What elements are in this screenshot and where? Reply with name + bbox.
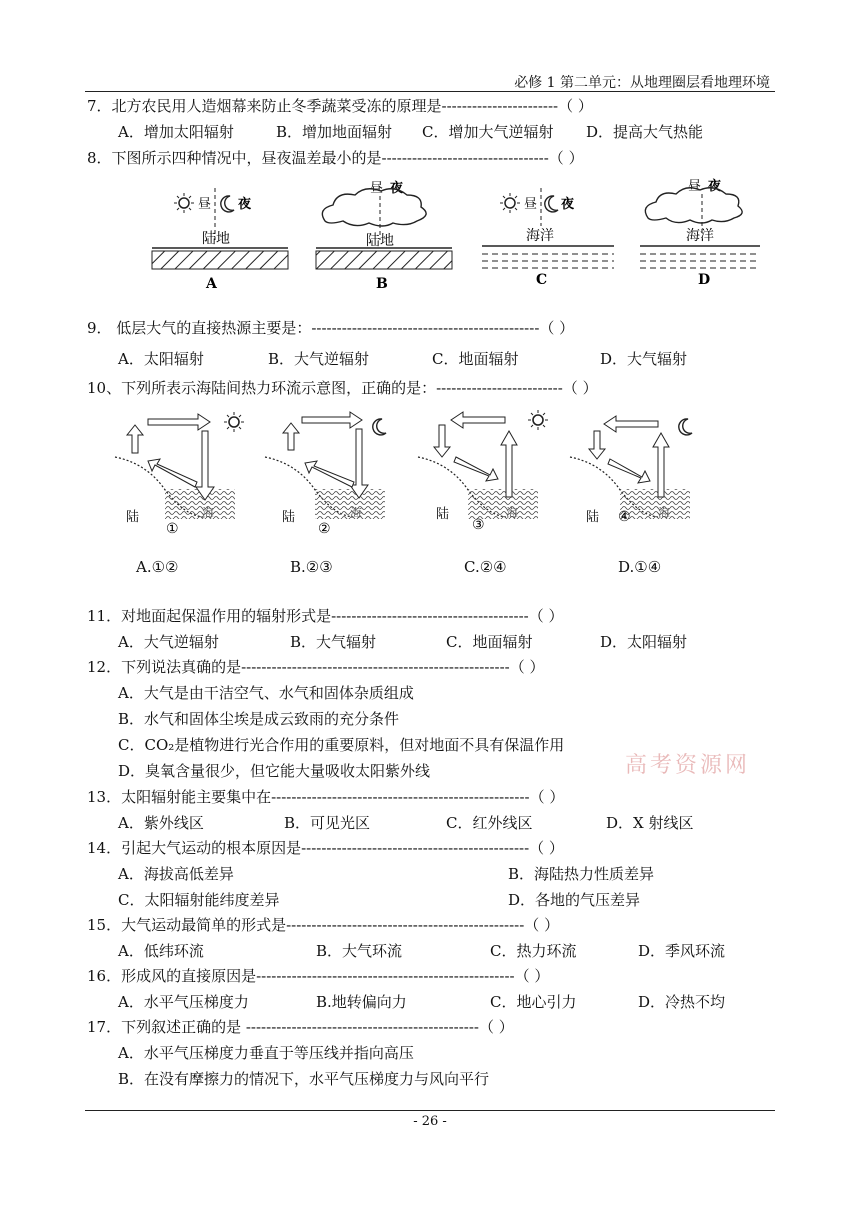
surface-label: 陆地 <box>202 231 230 247</box>
question-9-option-d: D．大气辐射 <box>600 350 688 368</box>
question-15-option-b: B．大气环流 <box>316 942 403 960</box>
night-label: 夜 <box>708 179 722 194</box>
land-label: 陆 <box>282 510 296 525</box>
question-16-option-a: A．水平气压梯度力 <box>118 993 249 1011</box>
question-7-option-b: B．增加地面辐射 <box>276 123 393 141</box>
question-13-option-c: C．红外线区 <box>446 814 533 832</box>
question-11-stem: 11．对地面起保温作用的辐射形式是---------------------------------------（ ） <box>87 607 564 625</box>
panel-letter: D <box>698 272 711 288</box>
question-12-option-a: A．大气是由干洁空气、水气和固体杂质组成 <box>118 684 414 702</box>
night-label: 夜 <box>561 197 575 212</box>
question-13-option-d: D．X 射线区 <box>606 814 694 832</box>
sea-label: 海 <box>350 506 363 520</box>
land-label: 陆 <box>436 507 450 522</box>
moon-icon <box>545 196 558 212</box>
question-17-option-b: B．在没有摩擦力的情况下，水平气压梯度力与风向平行 <box>118 1070 490 1088</box>
panel-number: ④ <box>618 509 631 525</box>
day-label: 昼 <box>370 181 384 196</box>
question-8-stem: 8．下图所示四种情况中，昼夜温差最小的是---------------------------------（ ） <box>87 149 584 167</box>
land-label: 陆 <box>126 510 140 525</box>
surface-label: 海洋 <box>526 228 554 244</box>
question-16-option-b: B.地转偏向力 <box>316 993 407 1011</box>
panel-letter: A <box>206 276 217 292</box>
footer-rule <box>85 1110 775 1111</box>
sun-icon <box>174 193 194 213</box>
question-7-option-c: C．增加大气逆辐射 <box>422 123 554 141</box>
question-11-option-a: A．大气逆辐射 <box>118 633 219 651</box>
day-label: 昼 <box>688 179 702 194</box>
panel-b <box>316 180 452 292</box>
sun-icon <box>528 410 548 430</box>
question-15-option-d: D．季风环流 <box>638 942 726 960</box>
question-12-stem: 12．下列说法真确的是-----------------------------------------------------（ ） <box>87 658 545 676</box>
circulation-panel-1 <box>115 412 244 537</box>
question-10-option-a: A.①② <box>136 558 179 576</box>
day-label: 昼 <box>524 197 538 212</box>
land-label: 陆 <box>586 510 600 525</box>
question-13-option-a: A．紫外线区 <box>118 814 204 832</box>
night-label: 夜 <box>238 197 252 212</box>
question-16-option-c: C．地心引力 <box>490 993 577 1011</box>
question-10-stem: 10、下列所表示海陆间热力环流示意图，正确的是：-------------------------（ ） <box>87 379 598 397</box>
question-9-option-b: B．大气逆辐射 <box>268 350 370 368</box>
night-label: 夜 <box>390 181 404 196</box>
moon-icon <box>679 419 692 435</box>
panel-c <box>482 188 614 288</box>
question-11-option-c: C．地面辐射 <box>446 633 533 651</box>
panel-number: ③ <box>472 517 485 533</box>
question-14-option-d: D．各地的气压差异 <box>508 891 641 909</box>
circulation-panel-4 <box>570 416 692 525</box>
sea-label: 海 <box>202 506 215 520</box>
panel-a <box>152 188 288 292</box>
sun-icon <box>500 193 520 213</box>
panel-number: ① <box>166 521 179 537</box>
question-10-option-b: B.②③ <box>290 558 333 576</box>
circulation-panel-3 <box>418 410 548 533</box>
panel-d <box>640 178 760 288</box>
question-15-stem: 15．大气运动最简单的形式是-----------------------------------------------（ ） <box>87 916 560 934</box>
question-12-option-d: D．臭氧含量很少，但它能大量吸收太阳紫外线 <box>118 762 431 780</box>
panel-number: ② <box>318 521 331 537</box>
moon-icon <box>221 196 234 212</box>
sea-label: 海 <box>506 506 519 520</box>
panel-letter: B <box>376 276 388 292</box>
question-15-option-a: A．低纬环流 <box>118 942 204 960</box>
question-15-option-c: C．热力环流 <box>490 942 577 960</box>
sea-label: 海 <box>658 506 671 520</box>
question-14-option-a: A．海拔高低差异 <box>118 865 234 883</box>
question-17-stem: 17．下列叙述正确的是 ----------------------------------------------（ ） <box>87 1018 514 1036</box>
question-12-option-b: B．水气和固体尘埃是成云致雨的充分条件 <box>118 710 400 728</box>
question-10-option-d: D.①④ <box>618 558 662 576</box>
day-label: 昼 <box>198 197 212 212</box>
question-16-stem: 16．形成风的直接原因是---------------------------------------------------（ ） <box>87 967 550 985</box>
page-number: - 26 - <box>413 1114 447 1129</box>
moon-icon <box>373 419 386 435</box>
page-header-title: 必修 1 第二单元：从地理圈层看地理环境 <box>514 75 770 91</box>
question-13-stem: 13．太阳辐射能主要集中在---------------------------------------------------（ ） <box>87 788 565 806</box>
panel-letter: C <box>536 272 548 288</box>
question-7-option-a: A．增加太阳辐射 <box>118 123 234 141</box>
question-9-option-c: C．地面辐射 <box>432 350 519 368</box>
sun-icon <box>224 412 244 432</box>
header-rule <box>85 91 775 92</box>
question-10-figure <box>110 405 730 540</box>
question-14-stem: 14．引起大气运动的根本原因是---------------------------------------------（ ） <box>87 839 564 857</box>
question-8-figure <box>140 176 760 294</box>
question-12-option-c: C．CO₂是植物进行光合作用的重要原料，但对地面不具有保温作用 <box>118 736 565 754</box>
question-9-stem: 9． 低层大气的直接热源主要是：---------------------------------------------（ ） <box>87 319 575 337</box>
surface-label: 陆地 <box>366 233 394 249</box>
circulation-panel-2 <box>265 412 386 537</box>
question-9-option-a: A．太阳辐射 <box>118 350 204 368</box>
question-14-option-c: C．太阳辐射能纬度差异 <box>118 891 280 909</box>
question-16-option-d: D．冷热不均 <box>638 993 726 1011</box>
question-10-option-c: C.②④ <box>464 558 507 576</box>
question-11-option-b: B．大气辐射 <box>290 633 377 651</box>
question-14-option-b: B．海陆热力性质差异 <box>508 865 655 883</box>
question-7-option-d: D．提高大气热能 <box>586 123 704 141</box>
question-7-stem: 7．北方农民用人造烟幕来防止冬季蔬菜受冻的原理是-----------------------（ ） <box>87 97 593 115</box>
question-13-option-b: B．可见光区 <box>284 814 371 832</box>
watermark: 高考资源网 <box>625 753 751 778</box>
question-11-option-d: D．太阳辐射 <box>600 633 688 651</box>
surface-label: 海洋 <box>686 228 714 244</box>
question-17-option-a: A．水平气压梯度力垂直于等压线并指向高压 <box>118 1044 414 1062</box>
